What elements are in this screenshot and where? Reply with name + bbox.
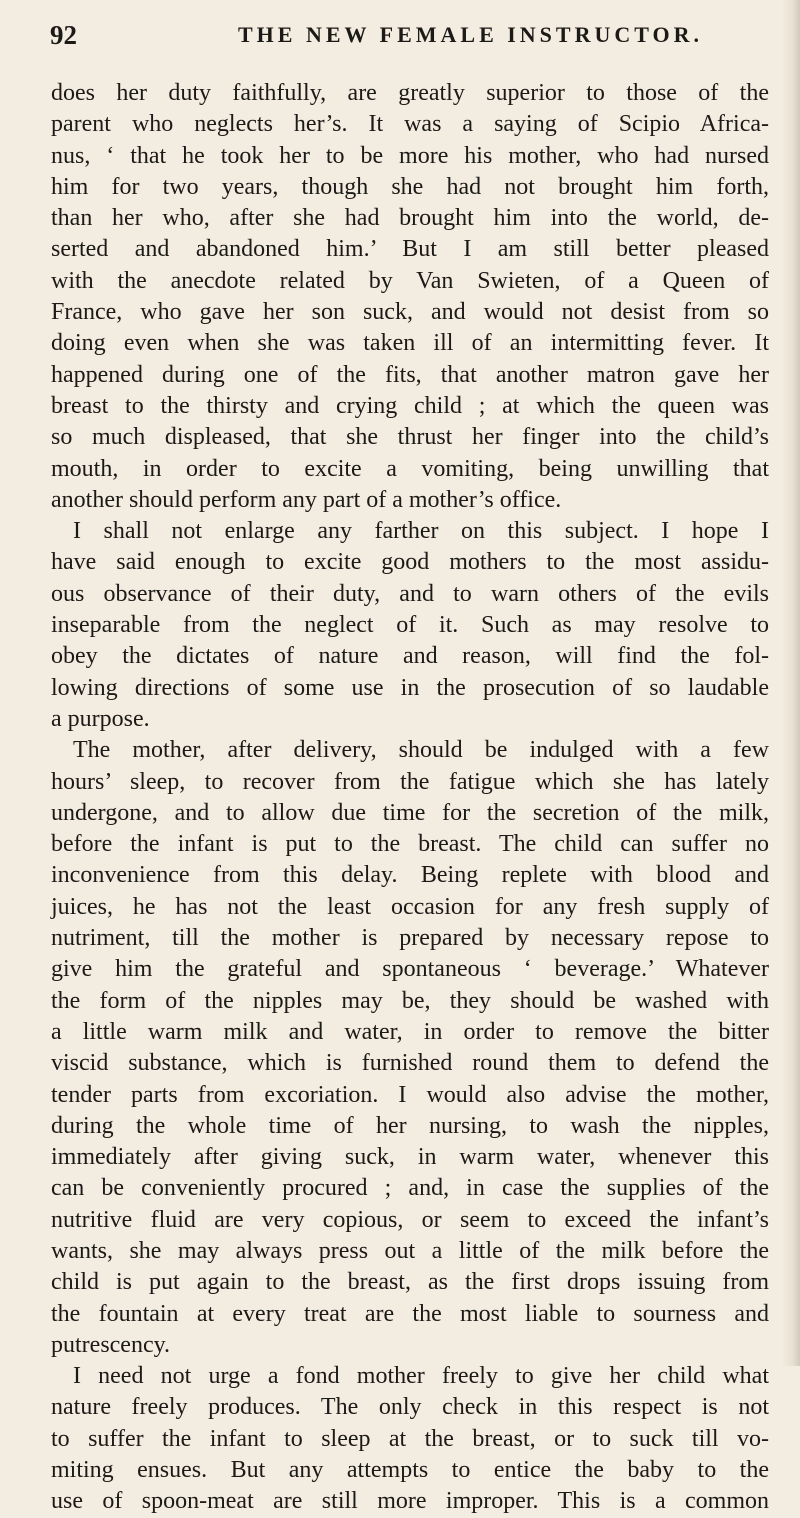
text-line: serted and abandoned him.’ But I am still better pleased (51, 236, 769, 263)
text-line: France, who gave her son suck, and would not desist from so (51, 299, 769, 326)
text-line: breast to the thirsty and crying child ; at which the queen was (51, 392, 769, 419)
text-line: than her who, after she had brought him into the world, de- (51, 205, 769, 232)
text-line: to suffer the infant to sleep at the breast, or to suck till vo- (51, 1425, 769, 1452)
text-line: have said enough to excite good mothers to the most assidu- (51, 549, 769, 576)
text-line: can be conveniently procured ; and, in case the supplies of the (51, 1175, 769, 1202)
text-line: tender parts from excoriation. I would also advise the mother, (51, 1081, 769, 1108)
text-line: mouth, in order to excite a vomiting, being unwilling that (51, 455, 769, 482)
text-line: does her duty faithfully, are greatly superior to those of the (51, 80, 769, 106)
text-line: the form of the nipples may be, they should be washed with (51, 987, 769, 1014)
body-text (51, 78, 769, 1518)
text-line: immediately after giving suck, in warm water, whenever this (51, 1144, 769, 1171)
page-edge-shadow (782, 0, 800, 1366)
text-line: obey the dictates of nature and reason, will find the fol- (51, 643, 769, 670)
text-line: inseparable from the neglect of it. Such as may resolve to (51, 612, 769, 639)
text-line: wants, she may always press out a little of the milk before the (51, 1237, 769, 1264)
text-line: lowing directions of some use in the prosecution of so laudable (51, 674, 769, 701)
text-line: nature freely produces. The only check in this respect is not (51, 1394, 769, 1421)
running-head-title: THE NEW FEMALE INSTRUCTOR. (238, 22, 704, 47)
text-line: nutritive fluid are very copious, or seem to exceed the infant’s (51, 1206, 769, 1233)
page-number: 92 (50, 20, 77, 50)
text-line: a little warm milk and water, in order to remove the bitter (51, 1018, 769, 1045)
text-line: viscid substance, which is furnished round them to defend the (51, 1050, 769, 1077)
text-line: with the anecdote related by Van Swieten, of a Queen of (51, 267, 769, 294)
text-line: use of spoon-meat are still more improper. This is a common (51, 1488, 769, 1515)
text-line: the fountain at every treat are the most liable to sourness and (51, 1300, 769, 1327)
text-line: doing even when she was taken ill of an intermitting fever. It (51, 330, 769, 357)
text-line: putrescency. (51, 1331, 171, 1358)
text-line: so much displeased, that she thrust her finger into the child’s (51, 424, 769, 451)
running-head (50, 20, 750, 56)
text-line: happened during one of the fits, that another matron gave her (51, 361, 769, 388)
text-line: hours’ sleep, to recover from the fatigue which she has lately (51, 768, 769, 795)
text-line: The mother, after delivery, should be indulged with a few (73, 737, 769, 764)
text-line: a purpose. (51, 705, 150, 732)
text-line: inconvenience from this delay. Being replete with blood and (51, 862, 769, 889)
text-line: during the whole time of her nursing, to wash the nipples, (51, 1112, 769, 1139)
text-line: I shall not enlarge any farther on this subject. I hope I (73, 518, 769, 545)
text-line: nus, ‘ that he took her to be more his mother, who had nursed (51, 142, 769, 169)
text-line: nutriment, till the mother is prepared by necessary repose to (51, 925, 769, 952)
text-line: undergone, and to allow due time for the secretion of the milk, (51, 799, 769, 826)
text-line: him for two years, though she had not brought him forth, (51, 173, 769, 200)
text-line: give him the grateful and spontaneous ‘ beverage.’ Whatever (51, 956, 769, 983)
text-line: ous observance of their duty, and to warn others of the evils (51, 580, 769, 607)
text-line: another should perform any part of a mother’s office. (51, 486, 562, 513)
text-line: miting ensues. But any attempts to entice the baby to the (51, 1457, 769, 1484)
text-line: before the infant is put to the breast. The child can suffer no (51, 831, 769, 858)
text-line: juices, he has not the least occasion for any fresh supply of (51, 893, 769, 920)
text-line: parent who neglects her’s. It was a saying of Scipio Africa- (51, 111, 769, 138)
text-line: child is put again to the breast, as the first drops issuing from (51, 1269, 769, 1296)
text-line: I need not urge a fond mother freely to give her child what (73, 1363, 769, 1390)
